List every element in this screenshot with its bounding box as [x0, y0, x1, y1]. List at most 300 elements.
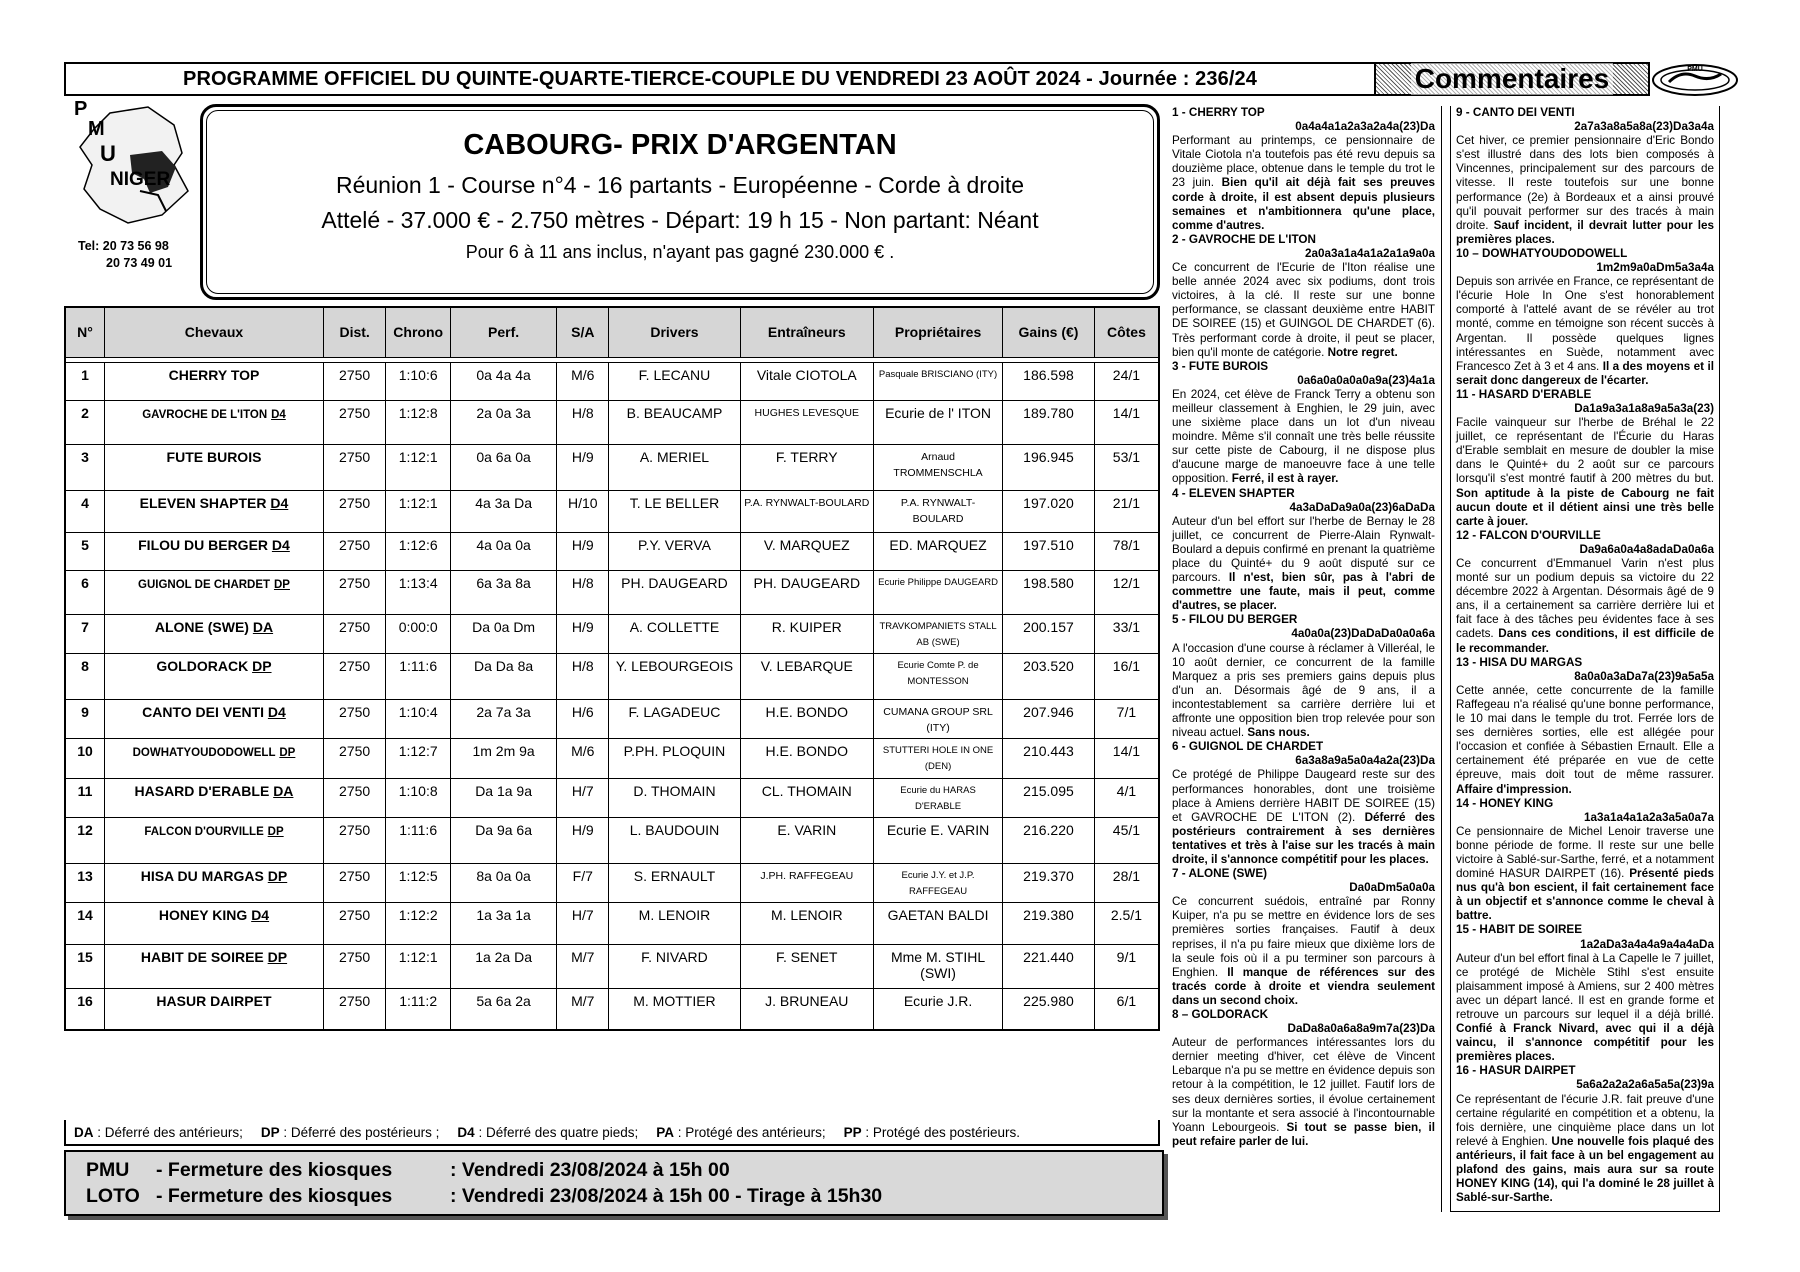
comment-horse-title: 2 - GAVROCHE DE L'ITON — [1172, 232, 1316, 246]
comment-body: Facile vainqueur sur l'herbe de Bréhal le 22 juillet, ce représentant de l'Écurie du Haras d'Erable semblait en mesure de doubler la mise dans le Quinté+ du 2 août sur ce parcours lorsqu'il s'est montré fautif à 200 mètres du but. — [1456, 416, 1714, 486]
driver: P.PH. PLOQUIN — [609, 738, 740, 778]
comment-text — [1172, 642, 1435, 741]
gains: 225.980 — [1003, 988, 1095, 1030]
comment-entry — [1172, 233, 1435, 360]
table-row — [65, 653, 1159, 699]
trainer: Vitale CIOTOLA — [740, 362, 873, 400]
gains: 197.510 — [1003, 532, 1095, 570]
sex-age: H/8 — [557, 400, 609, 444]
comment-text — [1172, 134, 1435, 233]
trainer: E. VARIN — [740, 817, 873, 863]
performance: Da Da 8a — [450, 653, 556, 699]
legend-item — [844, 1125, 1020, 1140]
horse-name: FILOU DU BERGER — [138, 536, 269, 553]
comment-entry — [1456, 388, 1714, 529]
runner-number: 14 — [65, 902, 105, 944]
legend-text: : Déferré des postérieurs ; — [279, 1124, 440, 1140]
gains: 200.157 — [1003, 614, 1095, 653]
horse-name-cell — [105, 699, 324, 738]
driver: P.Y. VERVA — [609, 532, 740, 570]
comment-verdict: Il n'est, bien sûr, pas à l'abri de commettre une faute, mais il peut, comme d'autres, se placer. — [1172, 571, 1436, 613]
comment-body: Ce pensionnaire de Michel Lenoir traverse une bonne période de forme. Il reste sur une belle victoire à Sablé-sur-Sarthe, ferré, et a notamment dominé HASUR DAIRPET (16). — [1456, 824, 1714, 881]
runner-number: 15 — [65, 944, 105, 988]
table-row — [65, 490, 1159, 532]
comment-horse-title: 7 - ALONE (SWE) — [1172, 867, 1268, 881]
column-header: Perf. — [450, 307, 556, 357]
table-header-row — [65, 307, 1159, 357]
horse-name: DOWHATYOUDODOWELL — [132, 746, 276, 759]
distance: 2750 — [323, 944, 386, 988]
pmu-small-logo-icon — [1650, 60, 1740, 100]
column-header: N° — [65, 307, 105, 357]
table-row — [65, 444, 1159, 490]
comment-text — [1456, 134, 1714, 247]
driver: F. LECANU — [609, 362, 740, 400]
trainer: H.E. BONDO — [740, 738, 873, 778]
trainer: PH. DAUGEARD — [740, 570, 873, 614]
horse-name-cell — [105, 570, 324, 614]
column-header: Drivers — [609, 307, 740, 357]
horse-name: ALONE (SWE) — [154, 618, 249, 635]
comment-body: Auteur d'un bel effort final à La Capelle le 7 juillet, ce protégé de Michèle Stihl s'est ensuite plaisamment imposé à Amiens, sur 2 400 mètres avec un départ lancé. Il est en grande forme et retrouve un parcours sur lequel il a déjà brillé. — [1456, 951, 1714, 1021]
distance: 2750 — [323, 738, 386, 778]
comment-musique: 5a6a2a2a2a6a5a5a(23)9a — [1576, 1078, 1714, 1092]
chrono: 1:11:6 — [386, 817, 451, 863]
legend-text: : Déferré des antérieurs; — [93, 1124, 243, 1140]
performance: 2a 0a 3a — [450, 400, 556, 444]
comment-verdict: Notre regret. — [1327, 345, 1398, 359]
runners-table — [64, 306, 1160, 1031]
comment-body: Performant au printemps, ce pensionnaire de Vitale Ciotola n'a toutefois pas été revu depuis sa douzième place, obtenue dans le temple du trot le 23 juin. — [1172, 134, 1435, 190]
comment-body: Cette année, cette concurrente de la famille Raffegeau n'a réalisé qu'une bonne performance, le 10 mai dans le temple du trot. Ferrée lors de ses dernières sorties, elle est allégée pour l'occasion et confiée à Sébastien Ernault. Elle a certainement été préparée en vue de cette épreuve, mais doit tout de même rassurer. — [1456, 683, 1714, 782]
chrono: 1:12:8 — [386, 400, 451, 444]
comments-column-left — [1172, 106, 1442, 1212]
shoeing-tag: DP — [252, 657, 272, 674]
distance: 2750 — [323, 362, 386, 400]
program-banner: PROGRAMME OFFICIEL DU QUINTE-QUARTE-TIERCE-COUPLE DU VENDREDI 23 AOÛT 2024 - Journée : 236/24 — [64, 62, 1376, 96]
horse-name-cell — [105, 988, 324, 1030]
odds: 21/1 — [1094, 490, 1159, 532]
odds: 4/1 — [1094, 778, 1159, 817]
pmu-niger-logo — [70, 95, 196, 235]
legend-text: : Protégé des postérieurs. — [861, 1124, 1020, 1140]
comment-text — [1456, 1093, 1714, 1206]
owner: Arnaud TROMMENSCHLA — [873, 444, 1002, 490]
race-info-box — [200, 104, 1160, 300]
shoeing-tag: DP — [267, 867, 288, 884]
gains: 216.220 — [1003, 817, 1095, 863]
race-conditions: Pour 6 à 11 ans inclus, n'ayant pas gagné 230.000 € . — [465, 242, 895, 262]
trainer: V. LEBARQUE — [740, 653, 873, 699]
runner-number: 2 — [65, 400, 105, 444]
logo-letter-u: U — [100, 141, 116, 166]
comment-entry — [1172, 1008, 1435, 1149]
comment-horse-title: 6 - GUIGNOL DE CHARDET — [1172, 740, 1324, 754]
column-header: Gains (€) — [1003, 307, 1095, 357]
comment-musique: 4a3aDaDa9a0a(23)6aDaDa — [1289, 500, 1435, 514]
distance: 2750 — [323, 902, 386, 944]
comment-verdict: Il a des moyens et il serait donc dangereux de l'écarter. — [1456, 359, 1714, 387]
driver: PH. DAUGEARD — [609, 570, 740, 614]
distance: 2750 — [323, 490, 386, 532]
comment-text — [1456, 557, 1714, 656]
driver: D. THOMAIN — [609, 778, 740, 817]
runner-number: 7 — [65, 614, 105, 653]
performance: 2a 7a 3a — [450, 699, 556, 738]
table-row — [65, 944, 1159, 988]
shoeing-tag: DP — [279, 746, 296, 759]
comment-horse-title: 5 - FILOU DU BERGER — [1172, 613, 1298, 627]
logo-letter-p: P — [74, 98, 88, 120]
comment-body: Ce concurrent d'Emmanuel Varin n'est plus monté sur un podium depuis sa victoire du 22 décembre 2022 à Argentan. Désormais âgé de 9 ans, il a certainement sa carrière derrière lui et fait face à des tâches peu évidentes face à ses cadets. — [1456, 557, 1714, 641]
comment-verdict: Si tout se passe bien, il peut refaire parler de lui. — [1172, 1120, 1435, 1148]
closing-times-box — [64, 1150, 1164, 1216]
owner: P.A. RYNWALT-BOULARD — [873, 490, 1002, 532]
odds: 6/1 — [1094, 988, 1159, 1030]
legend-code: DA — [74, 1124, 94, 1140]
driver: B. BEAUCAMP — [609, 400, 740, 444]
comment-entry — [1172, 740, 1435, 867]
driver: Y. LEBOURGEOIS — [609, 653, 740, 699]
horse-name-cell — [105, 738, 324, 778]
comment-entry — [1172, 867, 1435, 1008]
trainer: H.E. BONDO — [740, 699, 873, 738]
trainer: M. LENOIR — [740, 902, 873, 944]
chrono: 1:11:2 — [386, 988, 451, 1030]
odds: 12/1 — [1094, 570, 1159, 614]
game-name: PMU — [86, 1159, 130, 1181]
gains: 198.580 — [1003, 570, 1095, 614]
owner: Ecurie de l' ITON — [873, 400, 1002, 444]
performance: 0a 4a 4a — [450, 362, 556, 400]
sex-age: H/9 — [557, 444, 609, 490]
comment-musique: Da9a6a0a4a8adaDa0a6a — [1579, 542, 1714, 556]
odds: 14/1 — [1094, 738, 1159, 778]
commentaires-title: Commentaires — [1411, 63, 1614, 95]
driver: T. LE BELLER — [609, 490, 740, 532]
table-row — [65, 699, 1159, 738]
horse-name: HASARD D'ERABLE — [134, 782, 270, 799]
comment-horse-title: 8 – GOLDORACK — [1172, 1008, 1269, 1021]
odds: 45/1 — [1094, 817, 1159, 863]
table-row — [65, 570, 1159, 614]
comment-text — [1172, 388, 1435, 487]
odds: 7/1 — [1094, 699, 1159, 738]
distance: 2750 — [323, 570, 386, 614]
runner-number: 16 — [65, 988, 105, 1030]
driver: F. LAGADEUC — [609, 699, 740, 738]
comment-body: Ce concurrent de l'Ecurie de l'Iton réalise une belle année 2024 avec six podiums, dont trois victoires, à la clé. Il reste sur une bonne performance, se classant deuxième entre HABIT DE SOIREE (15) et GUINGOL DE CHARDET (6). Très performant corde à droite, il peut se placer, bien qu'il monte de catégorie. — [1172, 261, 1435, 359]
comment-horse-title: 10 – DOWHATYOUDODOWELL — [1456, 246, 1628, 260]
trainer: P.A. RYNWALT-BOULARD — [740, 490, 873, 532]
comment-verdict: Sans nous. — [1247, 726, 1310, 740]
horse-name: CANTO DEI VENTI — [142, 703, 265, 720]
comment-musique: 0a4a4a1a2a3a2a4a(23)Da — [1295, 120, 1435, 134]
telephone-line-1: Tel: 20 73 56 98 — [78, 239, 169, 253]
comments-column-right — [1450, 106, 1720, 1212]
driver: L. BAUDOUIN — [609, 817, 740, 863]
driver: M. LENOIR — [609, 902, 740, 944]
column-header: Dist. — [323, 307, 386, 357]
table-row — [65, 400, 1159, 444]
sex-age: H/8 — [557, 653, 609, 699]
horse-name-cell — [105, 653, 324, 699]
comment-body: Auteur de performances intéressantes lors du dernier meeting d'hiver, cet élève de Vincent Lebarque n'a pu se mettre en évidence depuis son retour à la compétition, le 12 juillet. Fautif lors de ses deux dernières sorties, il évolue certainement sur la montante et sera associé à l'incontournable Yoann Lebourgeois. — [1172, 1036, 1435, 1134]
comment-entry — [1456, 529, 1714, 656]
performance: 1a 3a 1a — [450, 902, 556, 944]
owner: TRAVKOMPANIETS STALL AB (SWE) — [873, 614, 1002, 653]
shoeing-tag: DP — [267, 948, 288, 965]
odds: 2.5/1 — [1094, 902, 1159, 944]
gains: 219.370 — [1003, 863, 1095, 902]
horse-name-cell — [105, 490, 324, 532]
chrono: 1:10:6 — [386, 362, 451, 400]
chrono: 1:12:6 — [386, 532, 451, 570]
driver: F. NIVARD — [609, 944, 740, 988]
runner-number: 1 — [65, 362, 105, 400]
comment-verdict: Ferré, il est à rayer. — [1231, 472, 1339, 486]
column-header: S/A — [557, 307, 609, 357]
gains: 203.520 — [1003, 653, 1095, 699]
comment-body: Cet hiver, ce premier pensionnaire d'Eric Bondo s'est illustré dans des lots bien composés à Vincennes, principalement sur des parcours de vitesse. Il reste toutefois sur une bonne performance (2e) à Bordeaux et a ainsi prouvé qu'il pouvait performer sur des tracés à main droite. — [1456, 134, 1714, 232]
sex-age: M/6 — [557, 738, 609, 778]
horse-name-cell — [105, 614, 324, 653]
comment-text — [1456, 416, 1714, 529]
runner-number: 9 — [65, 699, 105, 738]
sex-age: H/8 — [557, 570, 609, 614]
table-row — [65, 778, 1159, 817]
comment-text — [1456, 275, 1714, 388]
owner: ED. MARQUEZ — [873, 532, 1002, 570]
table-row — [65, 532, 1159, 570]
distance: 2750 — [323, 699, 386, 738]
column-header: Propriétaires — [873, 307, 1002, 357]
column-header: Chevaux — [105, 307, 324, 357]
distance: 2750 — [323, 653, 386, 699]
comment-verdict: Déferré des postérieurs contrairement à ses dernières tentatives et très à l'aise sur les tracés à main droite, il s'annonce compétitif pour les places. — [1172, 810, 1435, 866]
horse-name-cell — [105, 444, 324, 490]
comment-musique: 1m2m9a0aDm5a3a4a — [1596, 261, 1714, 275]
horse-name-cell — [105, 902, 324, 944]
comment-horse-title: 12 - FALCON D'OURVILLE — [1456, 528, 1601, 542]
comment-horse-title: 15 - HABIT DE SOIREE — [1456, 923, 1582, 937]
sex-age: M/6 — [557, 362, 609, 400]
comment-text — [1456, 825, 1714, 924]
performance: 8a 0a 0a — [450, 863, 556, 902]
horse-name: GAVROCHE DE L'ITON — [142, 408, 268, 421]
comment-musique: 1a3a1a4a1a2a3a5a0a7a — [1583, 810, 1714, 824]
comment-musique: 2a0a3a1a4a1a2a1a9a0a — [1304, 246, 1435, 260]
closing-time: : Vendredi 23/08/2024 à 15h 00 - Tirage à 15h30 — [450, 1185, 883, 1207]
comment-text — [1172, 768, 1435, 867]
closing-time: : Vendredi 23/08/2024 à 15h 00 — [450, 1159, 730, 1181]
chrono: 1:12:2 — [386, 902, 451, 944]
horse-name-cell — [105, 400, 324, 444]
comment-musique: Da0aDm5a0a0a — [1349, 881, 1435, 895]
comment-text — [1456, 952, 1714, 1065]
chrono: 1:12:7 — [386, 738, 451, 778]
owner: Ecurie Philippe DAUGEARD — [873, 570, 1002, 614]
table-row — [65, 902, 1159, 944]
performance: 0a 6a 0a — [450, 444, 556, 490]
legend-item — [261, 1125, 440, 1140]
legend-item — [656, 1125, 825, 1140]
telephone-line-2: 20 73 49 01 — [106, 256, 173, 270]
comment-verdict: Sauf incident, il devrait lutter pour les premières places. — [1456, 218, 1714, 246]
comment-text — [1172, 895, 1435, 1008]
chrono: 1:10:4 — [386, 699, 451, 738]
comment-musique: 0a6a0a0a0a0a9a(23)4a1a — [1297, 373, 1435, 387]
shoeing-tag: D4 — [270, 494, 289, 511]
chrono: 1:13:4 — [386, 570, 451, 614]
comment-verdict: Dans ces conditions, il est difficile de le recommander. — [1456, 627, 1714, 655]
trainer: CL. THOMAIN — [740, 778, 873, 817]
shoeing-tag: D4 — [251, 906, 270, 923]
comment-entry — [1456, 106, 1714, 247]
trainer: J.PH. RAFFEGEAU — [740, 863, 873, 902]
table-row — [65, 614, 1159, 653]
distance: 2750 — [323, 614, 386, 653]
runner-number: 6 — [65, 570, 105, 614]
chrono: 0:00:0 — [386, 614, 451, 653]
race-details-line-2: Attelé - 37.000 € - 2.750 mètres - Départ: 19 h 15 - Non partant: Néant — [321, 207, 1039, 233]
shoeing-tag: DP — [273, 578, 290, 591]
gains: 207.946 — [1003, 699, 1095, 738]
comment-musique: Da1a9a3a1a8a9a5a3a(23) — [1574, 401, 1714, 415]
sex-age: H/6 — [557, 699, 609, 738]
horse-name: HASUR DAIRPET — [156, 992, 272, 1009]
distance: 2750 — [323, 817, 386, 863]
comm-logo-text: PMU — [1687, 66, 1703, 73]
horse-name: HONEY KING — [158, 906, 248, 923]
game-name: LOTO — [86, 1185, 140, 1207]
closing-label: - Fermeture des kiosques — [156, 1159, 393, 1181]
comment-horse-title: 13 - HISA DU MARGAS — [1456, 655, 1583, 669]
comment-body: En 2024, cet élève de Franck Terry a obtenu son meilleur classement à Enghien, le 29 juin, avec une sixième place dans un lot d'un niveau moindre. Même s'il connaît une très belle réussite sur cette piste de Cabourg, il ne dispose plus d'aucune marge de manoeuvre face à une telle opposition. — [1172, 387, 1435, 486]
horse-name-cell — [105, 863, 324, 902]
logo-niger-text: NIGER — [110, 169, 171, 190]
sex-age: H/9 — [557, 532, 609, 570]
runner-number: 11 — [65, 778, 105, 817]
shoeing-tag: DA — [273, 782, 294, 799]
column-header: Côtes — [1094, 307, 1159, 357]
runner-number: 3 — [65, 444, 105, 490]
horse-name-cell — [105, 817, 324, 863]
comment-body: Ce concurrent suédois, entraîné par Ronny Kuiper, n'a pu se mettre en évidence lors de ses premières sorties françaises. Fautif à deux reprises, il n'a pu faire mieux que dixième lors de la seule fois où il a pu terminer son parcours à Enghien. — [1172, 895, 1435, 979]
legend-text: : Déferré des quatre pieds; — [474, 1124, 639, 1140]
comment-entry — [1456, 797, 1714, 924]
horse-name: GUIGNOL DE CHARDET — [138, 578, 271, 591]
commentaires-header — [1376, 62, 1650, 96]
gains: 219.380 — [1003, 902, 1095, 944]
sex-age: H/9 — [557, 817, 609, 863]
trainer: J. BRUNEAU — [740, 988, 873, 1030]
comment-text — [1172, 515, 1435, 614]
runner-number: 10 — [65, 738, 105, 778]
driver: S. ERNAULT — [609, 863, 740, 902]
performance: 5a 6a 2a — [450, 988, 556, 1030]
owner: Ecurie du HARAS D'ERABLE — [873, 778, 1002, 817]
table-row — [65, 863, 1159, 902]
gains: 189.780 — [1003, 400, 1095, 444]
chrono: 1:12:1 — [386, 944, 451, 988]
chrono: 1:10:8 — [386, 778, 451, 817]
gains: 215.095 — [1003, 778, 1095, 817]
comment-musique: 6a3a8a9a5a0a4a2a(23)Da — [1295, 754, 1435, 768]
closing-row — [86, 1157, 1162, 1183]
performance: 6a 3a 8a — [450, 570, 556, 614]
shoeing-tag: D4 — [271, 408, 286, 421]
performance: Da 9a 6a — [450, 817, 556, 863]
runner-number: 4 — [65, 490, 105, 532]
sex-age: H/9 — [557, 614, 609, 653]
gains: 221.440 — [1003, 944, 1095, 988]
owner: Ecurie J.Y. et J.P. RAFFEGEAU — [873, 863, 1002, 902]
comment-verdict: Confié à Franck Nivard, avec qui il a déjà vaincu, il s'annonce compétitif pour les premières places. — [1456, 1022, 1714, 1064]
owner: STUTTERI HOLE IN ONE (DEN) — [873, 738, 1002, 778]
horse-name: CHERRY TOP — [168, 366, 260, 383]
comment-entry — [1172, 360, 1435, 487]
comment-horse-title: 1 - CHERRY TOP — [1172, 106, 1265, 119]
sex-age: M/7 — [557, 944, 609, 988]
comment-body: Ce représentant de l'écurie J.R. fait preuve d'une certaine régularité en compétition et a obtenu, la fois dernière, une cinquième place dans un lot relevé à Enghien. — [1456, 1092, 1714, 1148]
table-row — [65, 362, 1159, 400]
comment-musique: 1a2aDa3a4a4a9a4a4aDa — [1580, 937, 1714, 951]
distance: 2750 — [323, 988, 386, 1030]
comment-body: Auteur d'un bel effort sur l'herbe de Bernay le 28 juillet, ce concurrent de Pierre-Alain Rynwalt-Boulard a depuis confirmé en prenant la quatrième place du Quinté+ du 9 août disputé sur ce parcours. — [1172, 514, 1435, 585]
comment-entry — [1456, 656, 1714, 797]
legend-item — [74, 1125, 243, 1140]
gains: 197.020 — [1003, 490, 1095, 532]
telephone-block — [78, 238, 172, 272]
comment-musique: 8a0a0a3aDa7a(23)9a5a5a — [1574, 669, 1714, 683]
trainer: V. MARQUEZ — [740, 532, 873, 570]
comment-entry — [1456, 1064, 1714, 1205]
owner: Ecurie Comte P. de MONTESSON — [873, 653, 1002, 699]
trainer: HUGHES LEVESQUE — [740, 400, 873, 444]
legend-code: D4 — [457, 1124, 475, 1140]
comment-verdict: Présenté pieds nus qu'à bon escient, il fait certainement face à un objectif et s'annonce comme le cheval à battre. — [1456, 867, 1714, 923]
closing-row — [86, 1183, 1162, 1209]
comment-entry — [1456, 247, 1714, 388]
trainer: R. KUIPER — [740, 614, 873, 653]
horse-name: HABIT DE SOIREE — [140, 948, 264, 965]
odds: 24/1 — [1094, 362, 1159, 400]
chrono: 1:11:6 — [386, 653, 451, 699]
table-row — [65, 817, 1159, 863]
chrono: 1:12:1 — [386, 490, 451, 532]
comment-horse-title: 14 - HONEY KING — [1456, 796, 1554, 810]
comment-verdict: Bien qu'il ait déjà fait ses preuves corde à droite, il est absent depuis plusieurs semaines et n'ambitionnera qu'une place, comme d'autres. — [1172, 176, 1435, 232]
runner-number: 5 — [65, 532, 105, 570]
column-header: Entraîneurs — [740, 307, 873, 357]
logo-letter-m: M — [88, 118, 105, 140]
sex-age: H/10 — [557, 490, 609, 532]
shoeing-tag: DP — [267, 825, 284, 838]
odds: 14/1 — [1094, 400, 1159, 444]
driver: A. MERIEL — [609, 444, 740, 490]
odds: 16/1 — [1094, 653, 1159, 699]
comment-entry — [1456, 923, 1714, 1064]
sex-age: H/7 — [557, 778, 609, 817]
odds: 33/1 — [1094, 614, 1159, 653]
shoeing-tag: D4 — [267, 703, 286, 720]
comment-entry — [1172, 106, 1435, 233]
comment-horse-title: 16 - HASUR DAIRPET — [1456, 1064, 1576, 1078]
shoeing-tag: DA — [252, 618, 274, 635]
trainer: F. SENET — [740, 944, 873, 988]
table-row — [65, 988, 1159, 1030]
